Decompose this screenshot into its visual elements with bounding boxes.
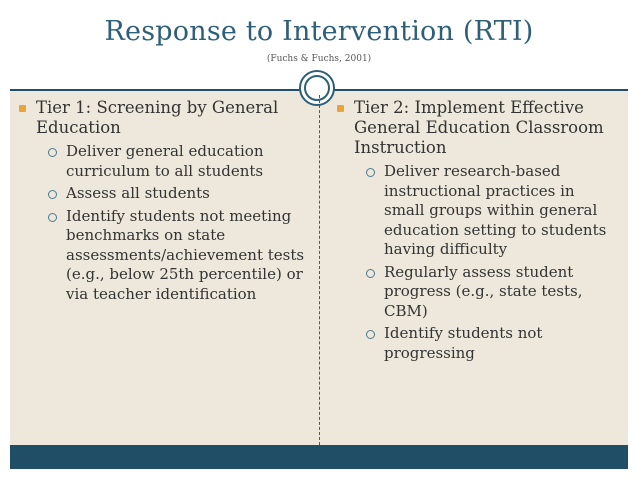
tier-2-heading <box>334 98 619 158</box>
tier-1-list <box>16 142 306 304</box>
list-item-text: Deliver general education curriculum to all students <box>66 142 264 180</box>
tier-2-text: Tier 2: Implement Effective General Education Classroom Instruction <box>354 98 604 157</box>
list-item-text: Deliver research-based instructional practices in small groups within general education setting to students having difficulty <box>384 162 607 258</box>
list-item <box>48 207 306 305</box>
circle-bullet-icon <box>366 330 375 339</box>
tier-1-text: Tier 1: Screening by General Education <box>36 98 279 137</box>
column-divider <box>319 95 320 445</box>
list-item <box>48 184 306 204</box>
list-item <box>366 162 619 260</box>
circle-bullet-icon <box>48 190 57 199</box>
slide-title: Response to Intervention (RTI) <box>104 16 534 47</box>
circle-ornament-inner <box>304 75 330 101</box>
circle-bullet-icon <box>366 168 375 177</box>
list-item-text: Identify students not progressing <box>384 324 543 362</box>
list-item <box>366 324 619 363</box>
circle-bullet-icon <box>48 148 57 157</box>
slide-subtitle: (Fuchs & Fuchs, 2001) <box>266 54 372 64</box>
square-bullet-icon <box>337 105 344 112</box>
list-item-text: Identify students not meeting benchmarks on state assessments/achievement tests (e.g., below 25th percentile) or via teacher identification <box>66 206 305 303</box>
list-item <box>366 263 619 322</box>
tier-2-list <box>334 162 619 363</box>
list-item <box>48 142 306 181</box>
circle-bullet-icon <box>48 213 57 222</box>
left-column <box>16 98 306 307</box>
circle-bullet-icon <box>366 269 375 278</box>
list-item-text: Regularly assess student progress (e.g., state tests, CBM) <box>384 262 583 320</box>
right-column <box>334 98 619 366</box>
square-bullet-icon <box>19 105 26 112</box>
list-item-text: Assess all students <box>66 184 210 202</box>
footer-bar <box>10 445 628 469</box>
tier-1-heading <box>16 98 306 138</box>
